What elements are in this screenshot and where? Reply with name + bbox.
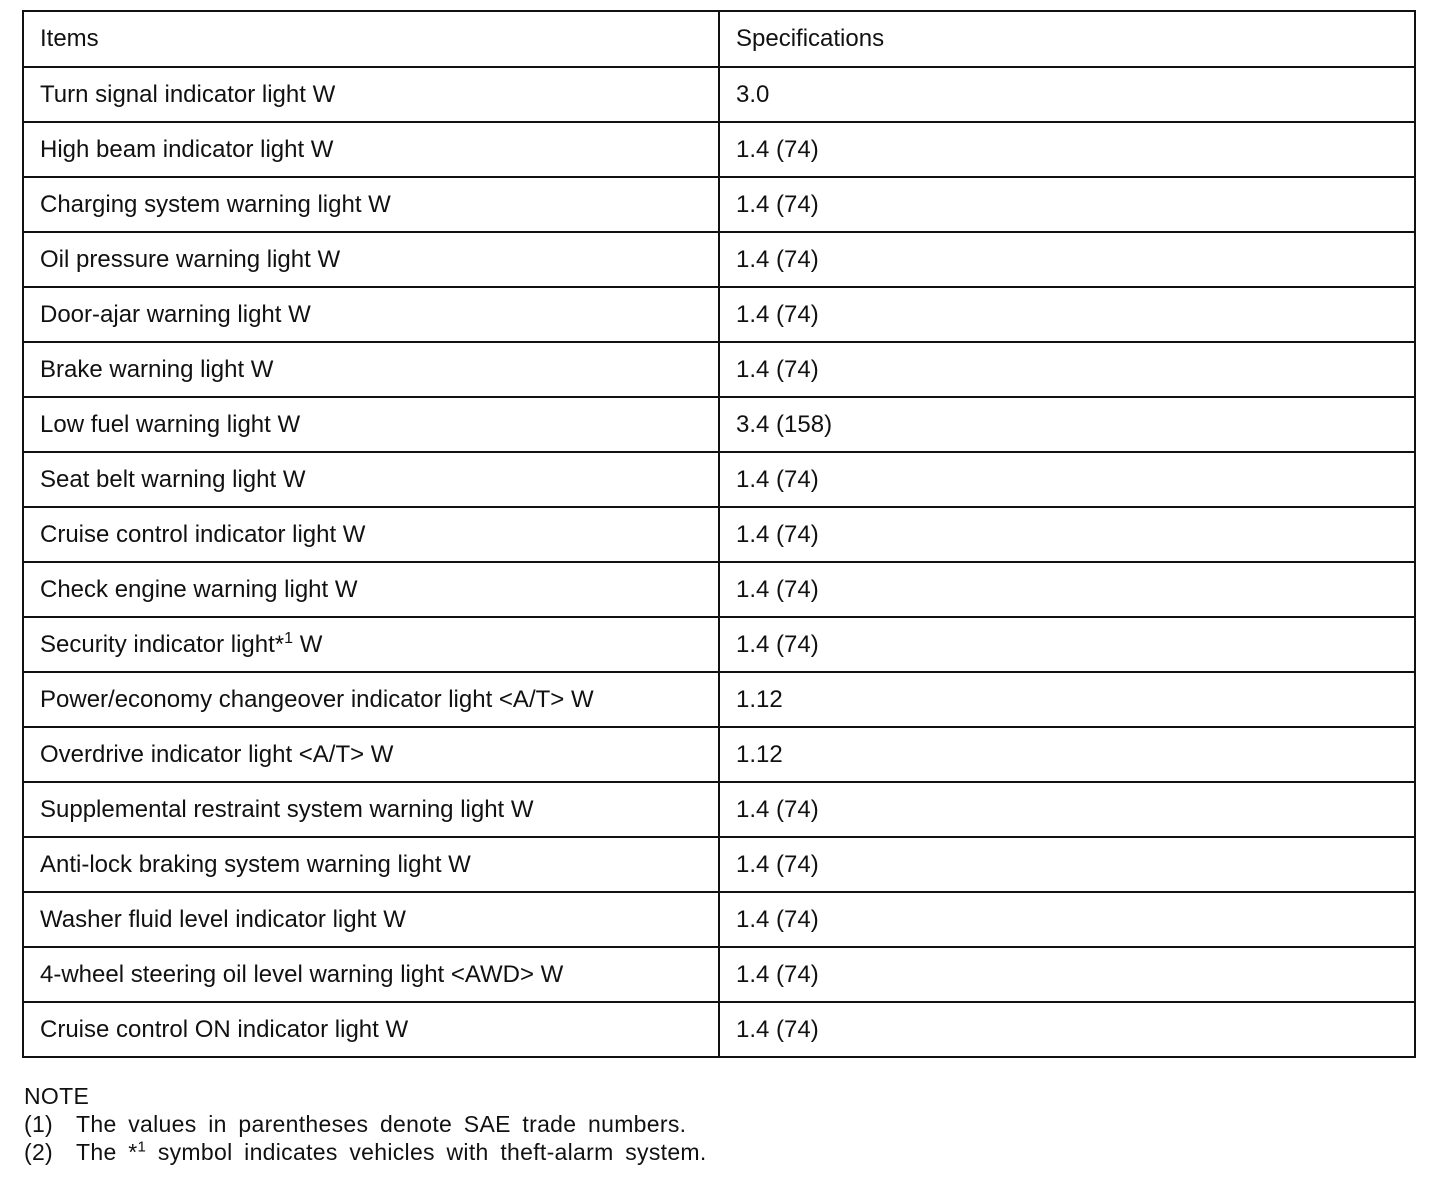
table-row bbox=[23, 672, 1415, 727]
spec-cell: 1.4 (74) bbox=[719, 1002, 1415, 1057]
item-cell: 4-wheel steering oil level warning light <AWD> W bbox=[23, 947, 719, 1002]
note-text: The * bbox=[76, 1139, 138, 1165]
item-cell: High beam indicator light W bbox=[23, 122, 719, 177]
note-number: (1) bbox=[24, 1111, 54, 1137]
item-text: Security indicator light* bbox=[40, 630, 285, 658]
spec-cell: 1.4 (74) bbox=[719, 892, 1415, 947]
item-cell: Brake warning light W bbox=[23, 342, 719, 397]
table-row bbox=[23, 452, 1415, 507]
item-cell: Door-ajar warning light W bbox=[23, 287, 719, 342]
item-cell: Power/economy changeover indicator light <A/T> W bbox=[23, 672, 719, 727]
note-item bbox=[24, 1138, 707, 1166]
item-cell: Supplemental restraint system warning light W bbox=[23, 782, 719, 837]
spec-cell: 1.4 (74) bbox=[719, 122, 1415, 177]
item-cell: Check engine warning light W bbox=[23, 562, 719, 617]
table-row bbox=[23, 947, 1415, 1002]
table-row bbox=[23, 837, 1415, 892]
item-cell: Low fuel warning light W bbox=[23, 397, 719, 452]
column-header-items: Items bbox=[23, 11, 719, 67]
spec-cell: 1.4 (74) bbox=[719, 947, 1415, 1002]
item-cell bbox=[23, 617, 719, 672]
footnote-marker: 1 bbox=[284, 629, 294, 647]
spec-cell: 1.4 (74) bbox=[719, 507, 1415, 562]
table-row bbox=[23, 617, 1415, 672]
item-cell: Seat belt warning light W bbox=[23, 452, 719, 507]
spec-cell: 1.4 (74) bbox=[719, 617, 1415, 672]
item-cell: Cruise control ON indicator light W bbox=[23, 1002, 719, 1057]
table-row bbox=[23, 177, 1415, 232]
table-row bbox=[23, 232, 1415, 287]
spec-cell: 3.0 bbox=[719, 67, 1415, 122]
spec-cell: 1.4 (74) bbox=[719, 782, 1415, 837]
spec-cell: 1.4 (74) bbox=[719, 177, 1415, 232]
spec-cell: 1.4 (74) bbox=[719, 837, 1415, 892]
note-number: (2) bbox=[24, 1139, 54, 1165]
spec-cell: 1.4 (74) bbox=[719, 342, 1415, 397]
note-title: NOTE bbox=[24, 1083, 90, 1109]
spec-cell: 1.4 (74) bbox=[719, 287, 1415, 342]
table-row bbox=[23, 342, 1415, 397]
table-header-row bbox=[23, 11, 1415, 67]
note-text-suffix: symbol indicates vehicles with theft-alarm system. bbox=[146, 1139, 707, 1165]
specifications-table bbox=[22, 10, 1416, 1058]
footnote-marker: 1 bbox=[137, 1138, 147, 1156]
spec-cell: 1.4 (74) bbox=[719, 562, 1415, 617]
table-row bbox=[23, 727, 1415, 782]
spec-cell: 1.4 (74) bbox=[719, 232, 1415, 287]
item-cell: Oil pressure warning light W bbox=[23, 232, 719, 287]
table-row bbox=[23, 507, 1415, 562]
item-cell: Turn signal indicator light W bbox=[23, 67, 719, 122]
table-row bbox=[23, 287, 1415, 342]
item-cell: Washer fluid level indicator light W bbox=[23, 892, 719, 947]
spec-cell: 1.12 bbox=[719, 672, 1415, 727]
table-row bbox=[23, 562, 1415, 617]
spec-cell: 3.4 (158) bbox=[719, 397, 1415, 452]
item-cell: Cruise control indicator light W bbox=[23, 507, 719, 562]
column-header-specifications: Specifications bbox=[719, 11, 1415, 67]
note-section bbox=[24, 1082, 707, 1166]
spec-cell: 1.12 bbox=[719, 727, 1415, 782]
table-row bbox=[23, 892, 1415, 947]
item-cell: Overdrive indicator light <A/T> W bbox=[23, 727, 719, 782]
item-text-suffix: W bbox=[293, 630, 323, 658]
table-row bbox=[23, 67, 1415, 122]
note-item bbox=[24, 1110, 707, 1138]
spec-cell: 1.4 (74) bbox=[719, 452, 1415, 507]
item-cell: Charging system warning light W bbox=[23, 177, 719, 232]
table-row bbox=[23, 122, 1415, 177]
item-cell: Anti-lock braking system warning light W bbox=[23, 837, 719, 892]
table-row bbox=[23, 1002, 1415, 1057]
note-text: The values in parentheses denote SAE trade numbers. bbox=[76, 1111, 687, 1137]
table-row bbox=[23, 782, 1415, 837]
table-row bbox=[23, 397, 1415, 452]
